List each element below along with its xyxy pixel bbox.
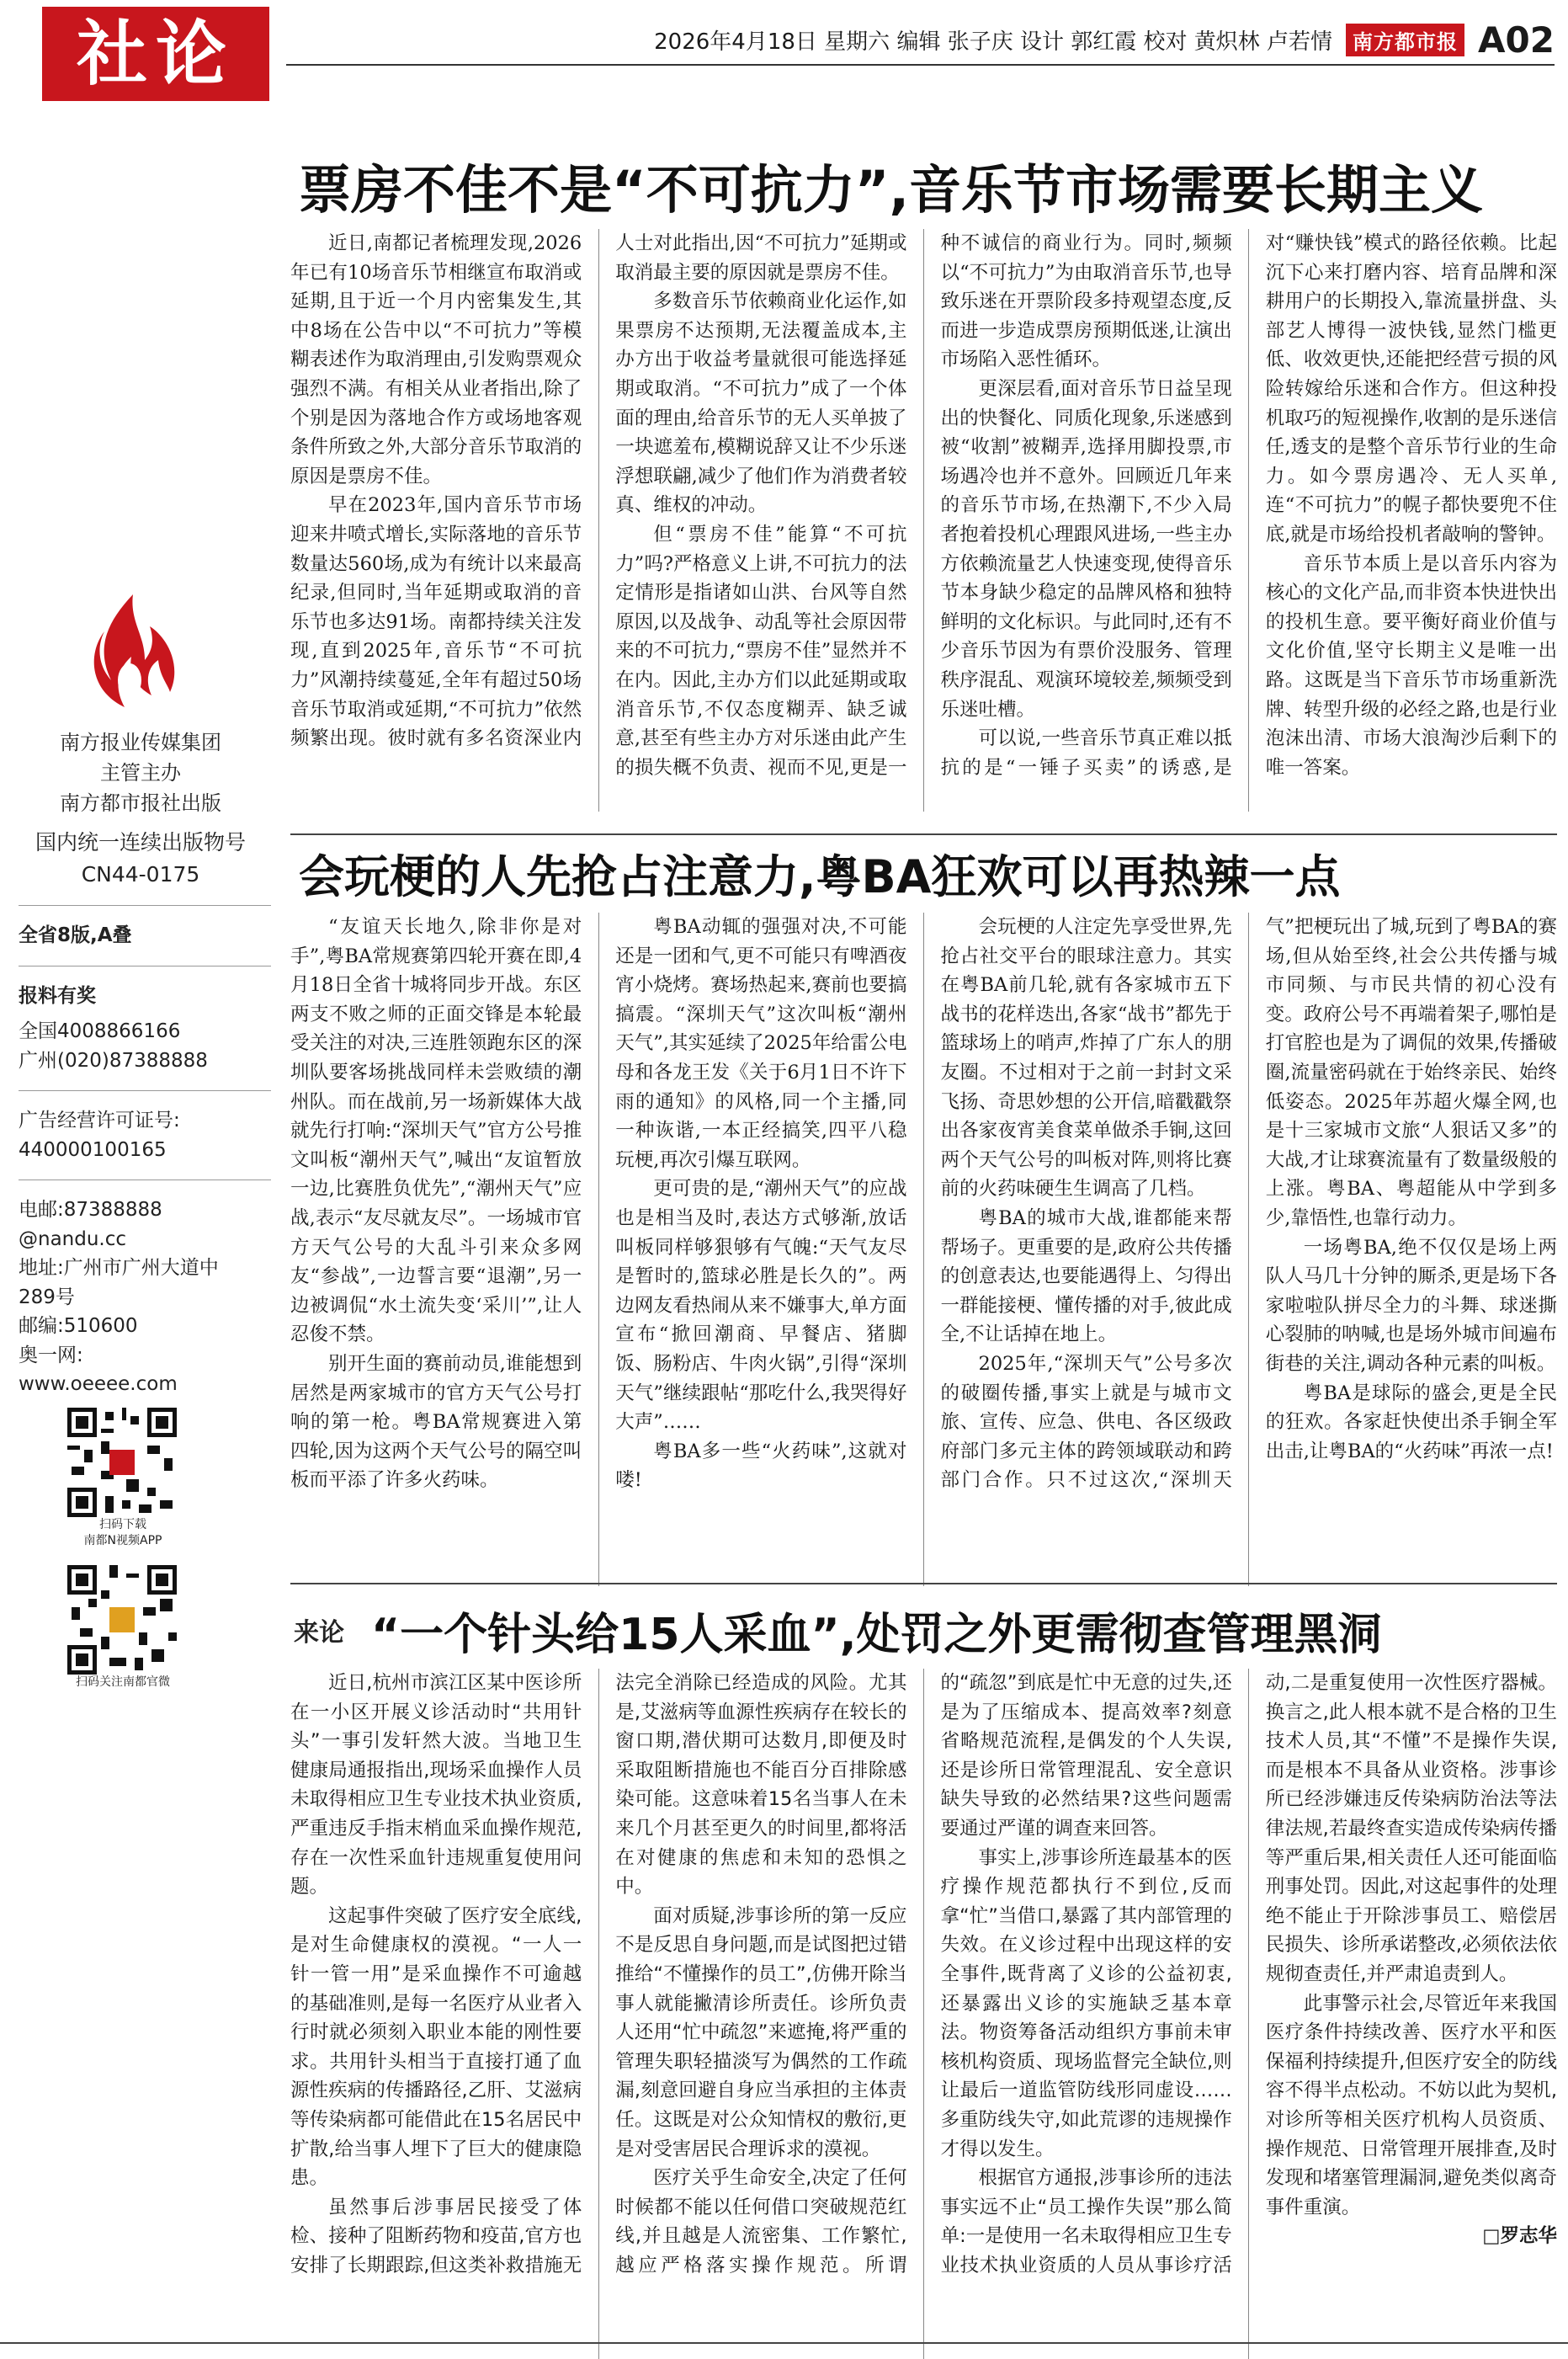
article-divider: [290, 1583, 1557, 1584]
ad-license-line: 440000100165: [19, 1138, 167, 1161]
sidebar: [0, 589, 296, 1691]
article-paragraph: 粤BA多一些“火药味”,这就对喽!: [615, 1440, 907, 1492]
divider: [19, 905, 271, 906]
article-body: [290, 1669, 1557, 2359]
article-paragraph: 医疗关乎生命安全,决定了任何时候都不能以任何借口突破规范红线,并且越是人流密集、工作繁忙,越应严格落实操作规范。所谓的“疏忽”到底是忙中无意的过失,还是为了压缩成本、提高效率?刻意省略规范流程,是偶发的个人失误,还是诊所日常管理混乱、安全意识缺失导致的必然结果?这些问题需要通过严谨的调查来回答。: [615, 1672, 1232, 2276]
article-paragraph: 近日,杭州市滨江区某中医诊所在一小区开展义诊活动时“共用针头”一事引发轩然大波。当地卫生健康局通报指出,现场采血操作人员未取得相应卫生专业技术执业资质,严重违反手指末梢血采血操作规范,存在一次性采血针违规重复使用问题。: [290, 1672, 582, 1898]
article-tag: 来论: [294, 1618, 344, 1648]
issue-info: 2026年4月18日 星期六 编辑 张子庆 设计 郭红霞 校对 黄炽林 卢若情: [654, 29, 1333, 55]
publisher-line: 南方都市报社出版: [60, 791, 221, 815]
article-paragraph: 虽然事后涉事居民接受了体检、接种了阻断药物和疫苗,官方也安排了长期跟踪,但这类补救措施无法完全消除已经造成的风险。尤其是,艾滋病等血源性疾病存在较长的窗口期,潜伏期可达数月,即便及时采取阻断措施也不能百分百排除感染可能。这意味着15名当事人在未来几个月甚至更久的时间里,都将活在对健康的焦虑和未知的恐惧之中。: [290, 1672, 907, 2276]
article-headline: “一个针头给15人采血”,处罚之外更需彻查管理黑洞: [371, 1609, 1382, 1660]
article-body: [290, 229, 1557, 812]
section-title-badge: 社论: [42, 7, 269, 101]
contact-line: @nandu.cc: [19, 1227, 127, 1250]
article-paragraph: 这起事件突破了医疗安全底线,是对生命健康权的漠视。“一人一针一管一用”是采血操作不可逾越的基础准则,是每一名医疗从业者入行时就必须刻入职业本能的刚性要求。共用针头相当于直接打通了血源性疾病的传播路径,乙肝、艾滋病等传染病都可能借此在15名居民中扩散,给当事人埋下了巨大的健康隐患。: [290, 1904, 582, 2190]
publisher-line: 主管主办: [100, 761, 181, 785]
hotline-numbers: [19, 1017, 296, 1075]
contact-line: www.oeeee.com: [19, 1373, 178, 1395]
article-paragraph: “友谊天长地久,除非你是对手”,粤BA常规赛第四轮开赛在即,4月18日全省十城将同步开战。东区两支不败之师的正面交锋是本轮最受关注的对决,三连胜领跑东区的深圳队要客场挑战同样未尝败绩的潮州队。而在战前,另一场新媒体大战就先行打响:“深圳天气”官方公号推文叫板“潮州天气”,喊出“友谊暂放一边,比赛胜负优先”,“潮州天气”应战,表示“友尽就友尽”。一场城市官方天气公号的大乱斗引来众多网友“参战”,一边誓言要“退潮”,另一边被调侃“水土流失变‘采川’”,让人忍俊不禁。: [290, 916, 582, 1346]
qr-caption-line: 扫码下载: [99, 1517, 146, 1531]
contact-line: 289号: [19, 1286, 75, 1308]
article-paragraph: 事实上,涉事诊所连最基本的医疗操作规范都执行不到位,反而拿“忙”当借口,暴露了其内部管理的失效。在义诊过程中出现这样的安全事件,既背离了义诊的公益初衷,还暴露出义诊的实施缺乏基本章法。物资筹备活动组织方事前未审核机构资质、现场监督完全缺位,则让最后一道监管防线形同虚设……多重防线失守,如此荒谬的违规操作才得以发生。: [940, 1846, 1232, 2160]
contact-line: 地址:广州市广州大道中: [19, 1257, 219, 1279]
footer-rule: [0, 2342, 1568, 2344]
article-paragraph: 此事警示社会,尽管近年来我国医疗条件持续改善、医疗水平和医保福利持续提升,但医疗安全的防线容不得半点松动。不妨以此为契机,对诊所等相关医疗机构人员资质、操作规范、日常管理开展排查,及时发现和堵塞管理漏洞,避免类似离奇事件重演。: [1265, 1992, 1557, 2218]
article-body: [290, 913, 1557, 1586]
opinion-article-needle-sharing: [290, 1591, 1557, 2359]
article-header: [290, 1591, 1557, 1669]
serial-line: CN44-0175: [81, 861, 200, 887]
article-paragraph: 粤BA是球际的盛会,更是全民的狂欢。各家赶快使出杀手锏全军出击,让粤BA的“火药味”再浓一点!: [1265, 1382, 1557, 1462]
article-paragraph: 多数音乐节依赖商业化运作,如果票房不达预期,无法覆盖成本,主办方出于收益考量就很可能选择延期或取消。“不可抗力”成了一个体面的理由,给音乐节的无人买单披了一块遮羞布,模糊说辞又让不少乐迷浮想联翩,减少了他们作为消费者较真、维权的冲动。: [615, 290, 907, 517]
flame-logo-icon: [81, 589, 182, 716]
editorial-article-music-festival: [290, 152, 1557, 812]
serial-line: 国内统一连续出版物号: [35, 830, 246, 855]
app-qr-code-icon[interactable]: [67, 1408, 177, 1517]
hotline-line: 全国4008866166: [19, 1020, 181, 1042]
article-paragraph: 但“票房不佳”能算“不可抗力”吗?严格意义上讲,不可抗力的法定情形是指诸如山洪、台风等自然原因,以及战争、动乱等社会原因带来的不可抗力,“票房不佳”显然并不在内。因此,主办方们以此延期或取消音乐节,不仅态度糊弄、缺乏诚意,甚至有些主办方对乐迷由此产生的损失概不负责、视而不见,更是一种不诚信的商业行为。同时,频频以“不可抗力”为由取消音乐节,也导致乐迷在开票阶段多持观望态度,反而进一步造成票房预期低迷,让演出市场陷入恶性循环。: [615, 232, 1232, 779]
article-paragraph: 近日,南都记者梳理发现,2026年已有10场音乐节相继宣布取消或延期,且于近一个月内密集发生,其中8场在公告中以“不可抗力”等模糊表述作为取消理由,引发购票观众强烈不满。有相关从业者指出,除了个别是因为落地合作方或场地客观条件所致之外,大部分音乐节取消的原因是票房不佳。: [290, 232, 582, 487]
article-paragraph: 可以说,一些音乐节真正难以抵抗的是“一锤子买卖”的诱惑,是对“赚快钱”模式的路径依赖。比起沉下心来打磨内容、培育品牌和深耕用户的长期投入,靠流量拼盘、头部艺人博得一波快钱,显然门槛更低、收效更快,还能把经营亏损的风险转嫁给乐迷和合作方。但这种投机取巧的短视操作,收割的是乐迷信任,透支的是整个音乐节行业的生命力。如今票房遇冷、无人买单,连“不可抗力”的幌子都快要兜不住底,就是市场给投机者敲响的警钟。: [940, 232, 1557, 779]
article-paragraph: 2025年,“深圳天气”公号多次的破圈传播,事实上就是与城市文旅、宣传、应急、供电、各区级政府部门多元主体的跨领域联动和跨部门合作。只不过这次,“深圳天气”把梗玩出了城,玩到了粤BA的赛场,但从始至终,社会公共传播与城市同频、与市民共情的初心没有变。政府公号不再端着架子,哪怕是打官腔也是为了调侃的效果,传播破圈,流量密码就在于始终亲民、始终低姿态。2025年苏超火爆全网,也是十三家城市文旅“人狠话又多”的大战,才让球赛流量有了数量级般的上涨。粤BA、粤超能从中学到多少,靠悟性,也靠行动力。: [940, 916, 1557, 1492]
header-rule: [286, 64, 1555, 66]
hotline-title: 报料有奖: [19, 984, 96, 1007]
page-number: A02: [1478, 19, 1555, 61]
edition-info: 全省8版,A叠: [19, 924, 132, 946]
article-paragraph: 早在2023年,国内音乐节市场迎来井喷式增长,实际落地的音乐节数量达560场,成为有统计以来最高纪录,但同时,当年延期或取消的音乐节也多达91场。南都持续关注发现,直到2025年,音乐节“不可抗力”风潮持续蔓延,全年有超过50场音乐节取消或延期,“不可抗力”依然频繁出现。彼时就有多名资深业内人士对此指出,因“不可抗力”延期或取消最主要的原因就是票房不佳。: [290, 232, 907, 750]
article-divider: [290, 833, 1557, 835]
wechat-qr-code-icon[interactable]: [67, 1565, 177, 1675]
ad-license: [19, 1106, 296, 1164]
contact-line: 电邮:87388888: [19, 1199, 162, 1221]
qr-caption-line: 南都N视频APP: [83, 1534, 162, 1548]
qr-caption: [39, 1517, 207, 1550]
article-headline: 会玩梗的人先抢占注意力,粤BA狂欢可以再热辣一点: [299, 850, 1341, 903]
article-byline-row: [1266, 2222, 1557, 2251]
contact-line: 奥一网:: [19, 1344, 83, 1366]
qr-caption: 扫码关注南都官微: [76, 1675, 170, 1689]
article-paragraph: 别开生面的赛前动员,谁能想到居然是两家城市的官方天气公号打响的第一枪。粤BA常规赛进入第四轮,因为这两个天气公号的隔空叫板而平添了许多火药味。: [290, 1352, 582, 1492]
editorial-article-guangdong-ba: [290, 842, 1557, 1586]
contact-info: [19, 1195, 296, 1399]
divider: [19, 1090, 271, 1091]
article-headline: 票房不佳不是“不可抗力”,音乐节市场需要长期主义: [299, 159, 1484, 221]
article-paragraph: 粤BA动辄的强强对决,不可能还是一团和气,更不可能只有啤酒夜宵小烧烤。赛场热起来,赛前也要搞搞震。“深圳天气”这次叫板“潮州天气”,其实延续了2025年给雷公电母和各龙王发《关于6月1日不许下雨的通知》的风格,同一个主播,同一种诙谐,一本正经搞笑,四平八稳玩梗,再次引爆互联网。: [615, 916, 907, 1171]
contact-line: 邮编:510600: [19, 1315, 138, 1337]
article-paragraph: 粤BA的城市大战,谁都能来帮帮场子。更重要的是,政府公共传播的创意表达,也要能遇得上、匀得出一群能接梗、懂传播的对手,彼此成全,不让话掉在地上。: [940, 1206, 1232, 1346]
publisher-line: 南方报业传媒集团: [60, 731, 221, 754]
hotline-line: 广州(020)87388888: [19, 1049, 208, 1072]
serial-number: [19, 827, 296, 890]
newspaper-logo: 南方都市报: [1346, 24, 1464, 56]
article-paragraph: 会玩梗的人注定先享受世界,先抢占社交平台的眼球注意力。其实在粤BA前几轮,就有各家城市五下战书的花样迭出,各家“战书”都先于篮球场上的哨声,炸掉了广东人的朋友圈。不过相对于之前一封封文采飞扬、奇思妙想的公开信,暗戳戳祭出各家夜宵美食菜单做杀手锏,这回两个天气公号的叫板对阵,则将比赛前的火药味硬生生调高了几档。: [940, 916, 1232, 1201]
article-paragraph: 音乐节本质上是以音乐内容为核心的文化产品,而非资本快进快出的投机生意。要平衡好商业价值与文化价值,坚守长期主义是唯一出路。这既是当下音乐节市场重新洗牌、转型升级的必经之路,也是行业泡沫出清、市场大浪淘沙后剩下的唯一答案。: [1265, 552, 1557, 779]
masthead-bar: [654, 20, 1555, 59]
publisher-info: [19, 727, 296, 818]
article-paragraph: 一场粤BA,绝不仅仅是场上两队人马几十分钟的厮杀,更是场下各家啦啦队拼尽全力的斗舞、球迷撕心裂肺的呐喊,也是场外城市间遍布街巷的关注,调动各种元素的叫板。: [1265, 1236, 1557, 1375]
ad-license-line: 广告经营许可证号:: [19, 1110, 180, 1132]
article-paragraph: 更深层看,面对音乐节日益呈现出的快餐化、同质化现象,乐迷感到被“收割”被糊弄,选择用脚投票,市场遇冷也并不意外。回顾近几年来的音乐节市场,在热潮下,不少入局者抱着投机心理跟风进场,一些主办方依赖流量艺人快速变现,使得音乐节本身缺少稳定的品牌风格和独特鲜明的文化标识。与此同时,还有不少音乐节因为有票价没服务、管理秩序混乱、观演环境较差,频频受到乐迷吐槽。: [940, 377, 1232, 721]
article-paragraph: 更可贵的是,“潮州天气”的应战也是相当及时,表达方式够渐,放话叫板同样够狠够有气魄:“天气友尽是暂时的,篮球必胜是长久的”。两边网友看热闹从来不嫌事大,单方面宣布“掀回潮商、早餐店、猪脚饭、肠粉店、牛肉火锅”,引得“深圳天气”继续跟帖“那吃什么,我哭得好大声”……: [615, 1178, 907, 1434]
article-byline: □罗志华: [1482, 2225, 1557, 2248]
article-paragraph: 根据官方通报,涉事诊所的违法事实远不止“员工操作失误”那么简单:一是使用一名未取得相应卫生专业技术执业资质的人员从事诊疗活动,二是重复使用一次性医疗器械。换言之,此人根本就不是合格的卫生技术人员,其“不懂”不是操作失误,而是根本不具备从业资格。涉事诊所已经涉嫌违反传染病防治法等法律法规,若最终查实造成传染病传播等严重后果,相关责任人还可能面临刑事处罚。因此,对这起事件的处理绝不能止于开除涉事员工、赔偿居民损失、诊所承诺整改,必须依法依规彻查责任,并严肃追责到人。: [940, 1672, 1557, 2276]
article-paragraph: 面对质疑,涉事诊所的第一反应不是反思自身问题,而是试图把过错推给“不懂操作的员工”,仿佛开除当事人就能撇清诊所责任。诊所负责人还用“忙中疏忽”来遮掩,将严重的管理失职轻描淡写为偶然的工作疏漏,刻意回避自身应当承担的主体责任。这既是对公众知情权的敷衍,更是对受害居民合理诉求的漠视。: [615, 1904, 907, 2160]
